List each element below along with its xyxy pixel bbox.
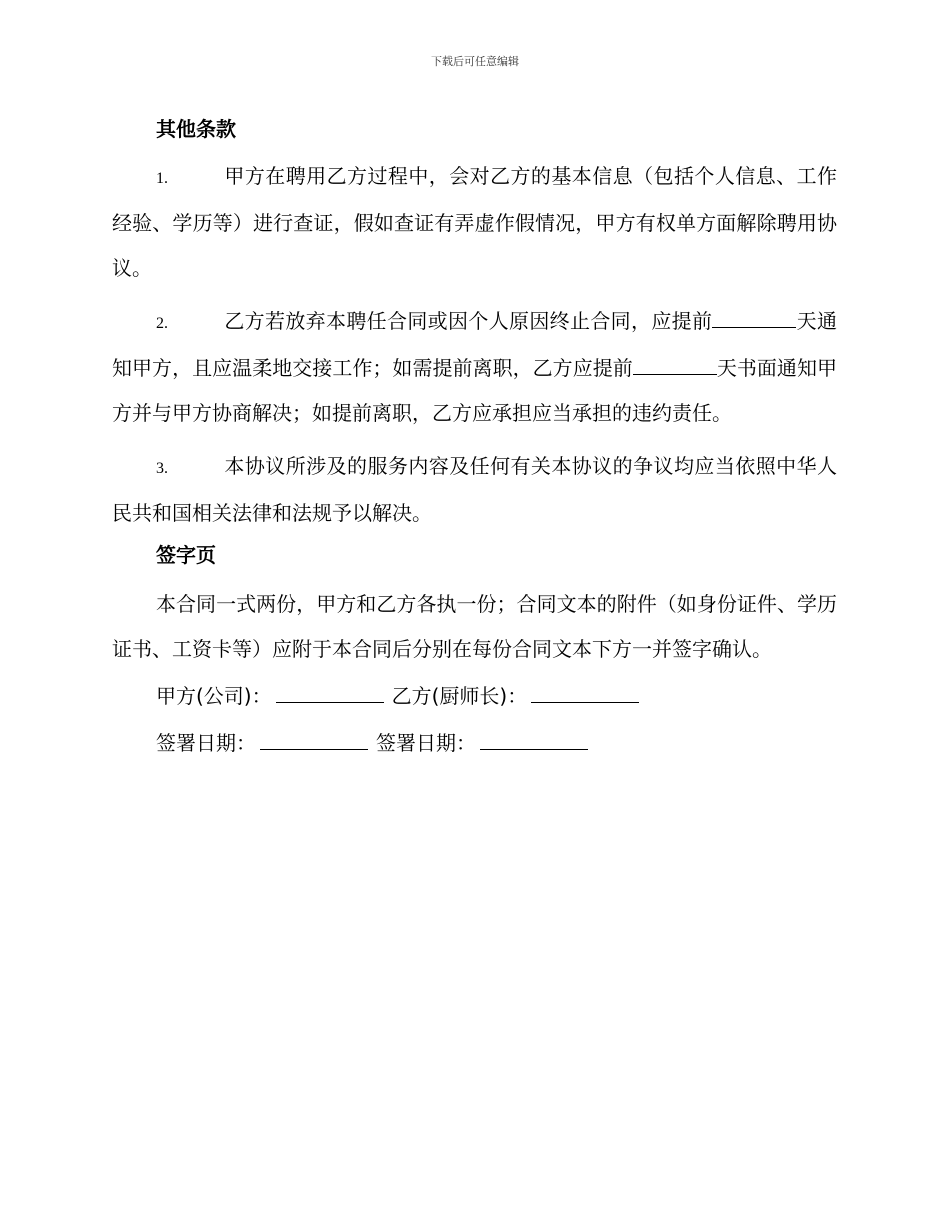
clause-text: 甲方在聘用乙方过程中，会对乙方的基本信息（包括个人信息、工作经验、学历等）进行查证，假如查证有弄虚作假情况，甲方有权单方面解除聘用协议。: [112, 164, 837, 280]
signature-dates-line: [112, 721, 837, 766]
party-a-signature-blank: [276, 684, 384, 703]
clause-text-part-2: 天通知甲方，且应温柔地交接工作；如需提前离职，乙方应提前: [112, 309, 838, 380]
clause-2: [112, 299, 837, 436]
clause-1: [112, 154, 837, 291]
date-b-label: 签署日期：: [376, 731, 476, 755]
party-b-label: 乙方(厨师长)：: [391, 684, 528, 708]
clause-text: 本协议所涉及的服务内容及任何有关本协议的争议均应当依照中华人民共和国相关法律和法规予以解决。: [112, 454, 837, 525]
clause-number: 1.: [156, 170, 168, 187]
document-body: [112, 112, 837, 766]
clause-number: 2.: [156, 315, 168, 332]
written-notice-days-blank: [633, 356, 717, 375]
date-a-blank: [260, 731, 368, 750]
signature-parties-line: [112, 674, 837, 719]
clause-text-part-3: 天书面通知甲方并与甲方协商解决；如提前离职，乙方应承担应当承担的违约责任。: [112, 356, 837, 425]
party-a-label: 甲方(公司)：: [156, 684, 272, 708]
notice-days-blank: [712, 309, 796, 328]
party-b-signature-blank: [531, 684, 639, 703]
date-b-blank: [480, 731, 588, 750]
page-header: 下载后可任意编辑: [431, 55, 519, 68]
date-a-label: 签署日期：: [156, 731, 256, 755]
clause-text-part-1: 乙方若放弃本聘任合同或因个人原因终止合同，应提前: [224, 309, 713, 333]
clause-number: 3.: [156, 460, 168, 477]
clause-3: [112, 444, 837, 536]
signature-paragraph: 本合同一式两份，甲方和乙方各执一份；合同文本的附件（如身份证件、学历证书、工资卡等）应附于本合同后分别在每份合同文本下方一并签字确认。: [112, 592, 837, 661]
section-title-other-terms: 其他条款: [156, 117, 236, 141]
section-title-signature-page: 签字页: [156, 543, 216, 567]
